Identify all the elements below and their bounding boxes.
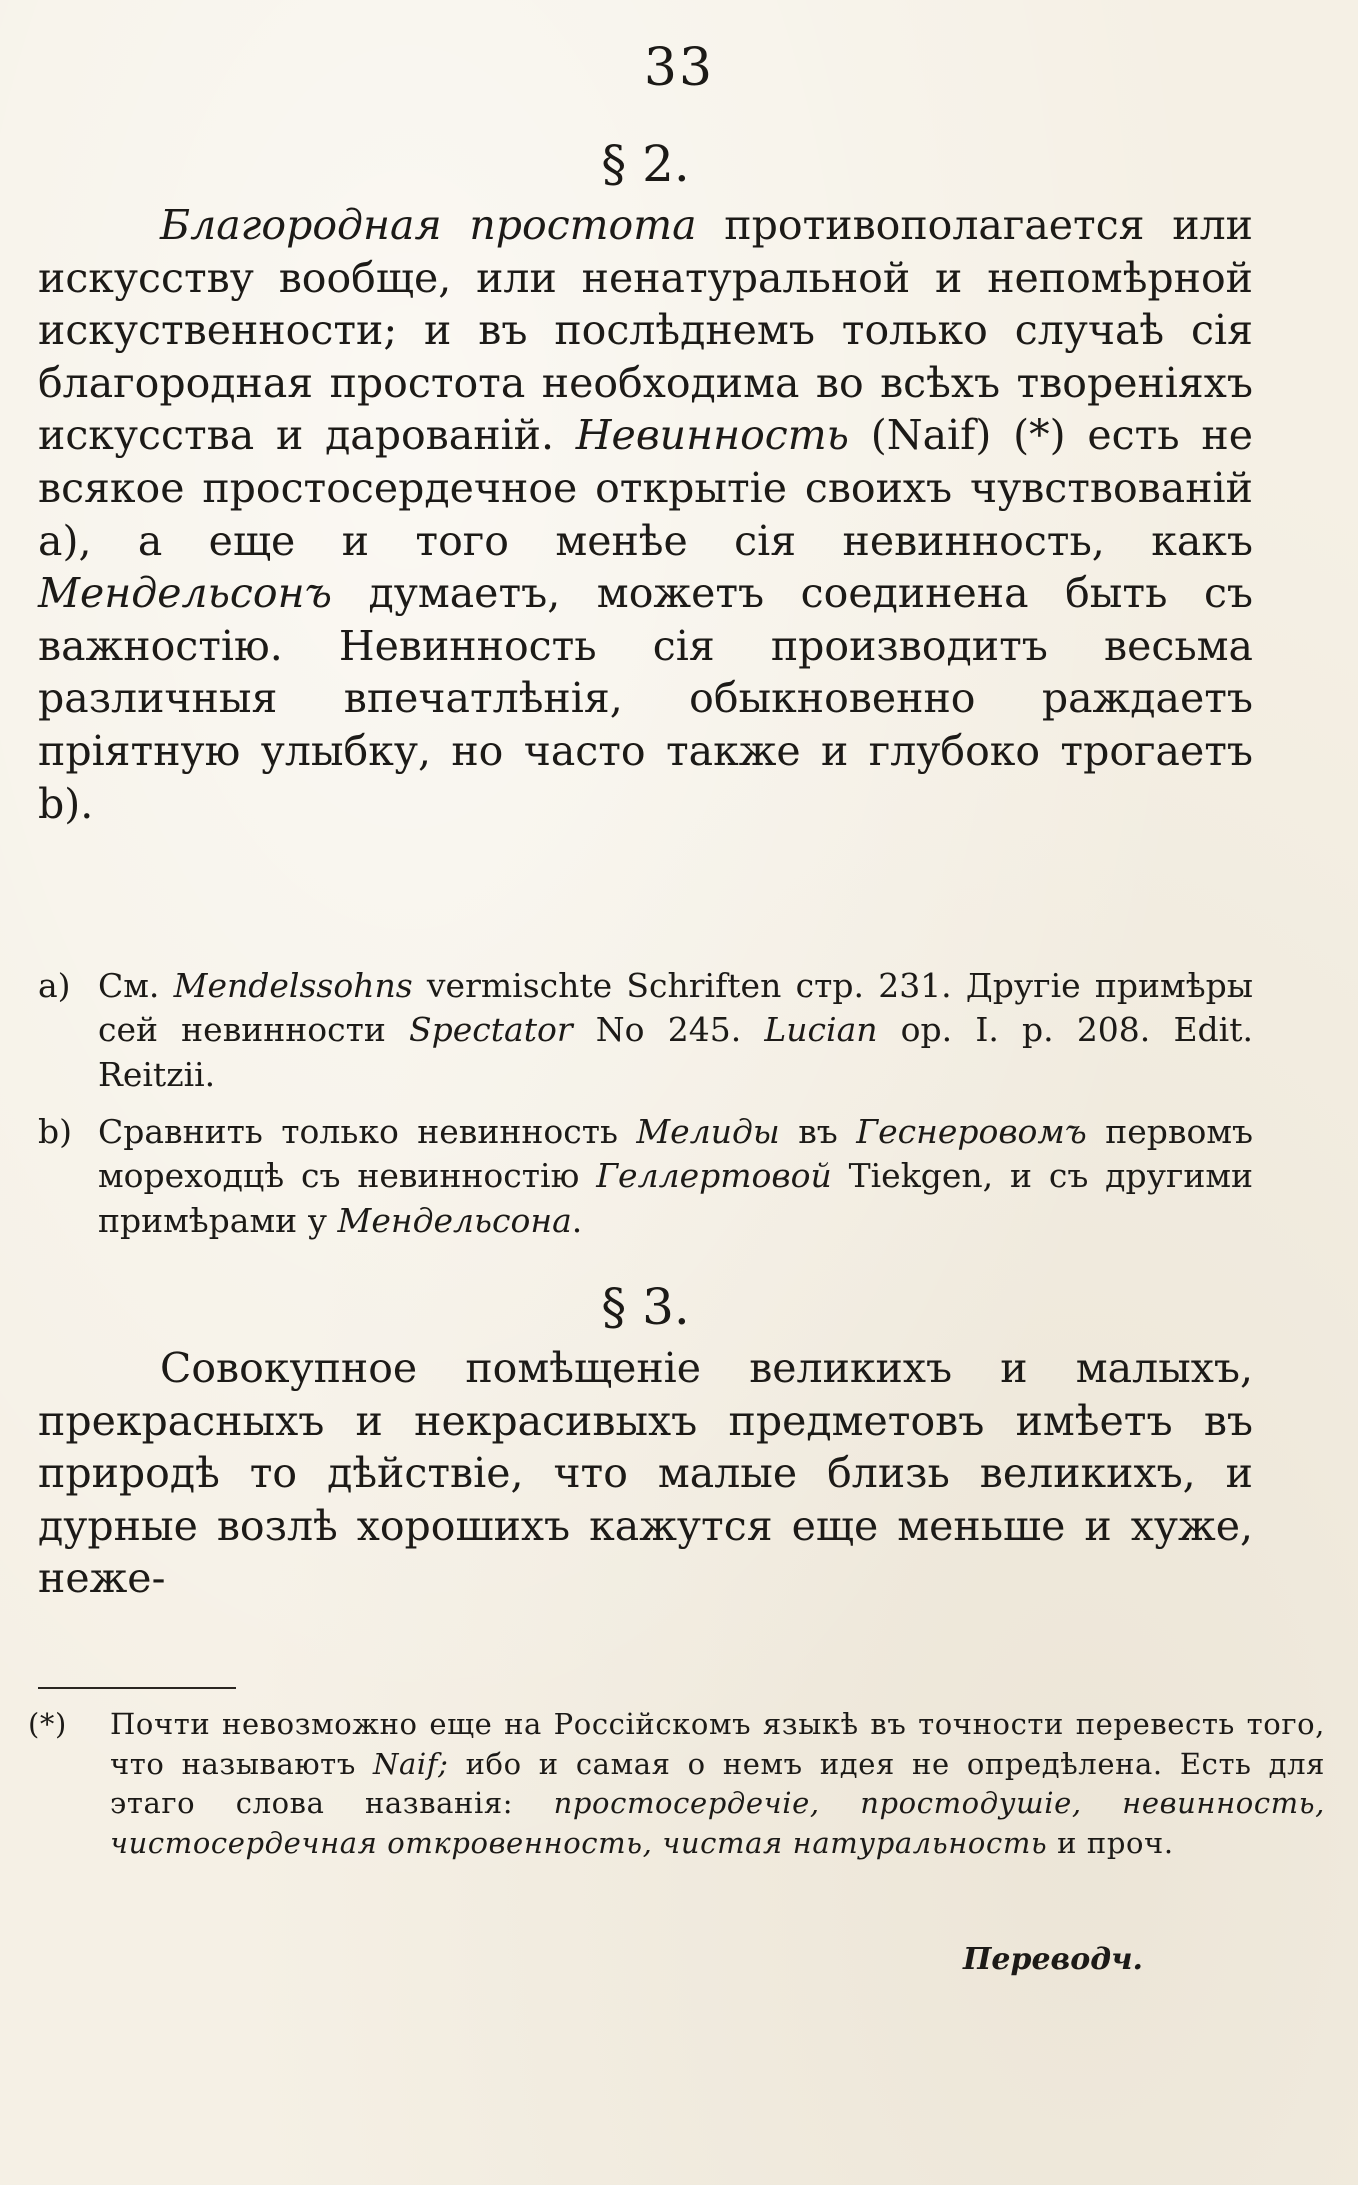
note-text-fragment: Сравнить только невинность — [98, 1112, 637, 1151]
footnote-marker: (*) — [28, 1707, 67, 1741]
note-emphasis: Мендельсона — [337, 1200, 572, 1240]
note-b — [38, 1110, 1253, 1243]
note-emphasis: Lucian — [764, 1010, 878, 1050]
body-text-fragment: противополагается или искусству вообще, или ненатуральной и непомѣрной искуственности; и въ послѣднемъ только случаѣ сія благородная простота необходима во всѣхъ твореніяхъ искусства и дарованій. — [38, 201, 1253, 460]
emphasis-noble-simplicity: Благородная простота — [160, 201, 697, 249]
note-text-fragment: op. I. p. 208. Edit. Reitzii. — [98, 1010, 1253, 1094]
footnote-emphasis: Naif; — [373, 1746, 449, 1781]
footnote-text-fragment: ибо и самая о немъ идея не опредѣлена. Есть для этаго слова названія: — [110, 1746, 1325, 1820]
translator-signature: Переводч. — [963, 1942, 1143, 1977]
section-3 — [38, 1278, 1253, 1336]
footnote-text-fragment: и проч. — [1047, 1825, 1174, 1860]
page-number: 33 — [643, 38, 715, 98]
note-text-fragment: Tiekgen, и съ другими примѣрами у — [98, 1156, 1253, 1240]
note-emphasis: Мелиды — [636, 1112, 780, 1151]
note-a-text — [38, 964, 1253, 1097]
footnote-emphasis: простосердечіе, простодушіе, невинность, чистосердечная откровенность, чистая натуральность — [110, 1786, 1325, 1860]
body-text-fragment: (Naif) (*) есть не всякое простосердечное открытіе своихъ чувствованій a), а еще и того менѣе сія невинность, какъ — [38, 411, 1253, 565]
note-text-fragment: въ — [779, 1112, 857, 1151]
footnote — [28, 1705, 1325, 1863]
emphasis-mendelssohn: Мендельсонъ — [38, 569, 332, 618]
section-2-body-text — [38, 199, 1253, 830]
note-emphasis: Mendelssohns — [173, 966, 413, 1005]
note-text-fragment: См. — [98, 966, 174, 1005]
note-b-text — [38, 1110, 1253, 1243]
emphasis-naivete: Невинность — [575, 411, 849, 460]
footnote-divider — [38, 1687, 236, 1689]
footnote-text-fragment: Почти невозможно еще на Россійскомъ языкѣ въ точности перевесть того, что называютъ — [110, 1707, 1325, 1781]
note-a-marker: a) — [38, 966, 71, 1005]
note-text-fragment: первомъ мореходцѣ съ невинностію — [98, 1112, 1253, 1196]
section-2 — [38, 135, 1253, 193]
section-2-heading: § 2. — [601, 135, 690, 193]
section-3-body-text — [38, 1342, 1253, 1605]
note-emphasis: Геснеровомъ — [856, 1112, 1087, 1151]
note-text-fragment: No 245. — [572, 1010, 765, 1050]
note-text-fragment: vermischte Schriften стр. 231. Другіе примѣры сей невинности — [98, 966, 1253, 1050]
note-emphasis: Spectator — [409, 1010, 573, 1050]
note-text-fragment: . — [571, 1200, 583, 1240]
note-emphasis: Геллертовой — [596, 1156, 832, 1196]
body-text-fragment: Совокупное помѣщеніе великихъ и малыхъ, прекрасныхъ и некрасивыхъ предметовъ имѣетъ въ природѣ то дѣйствіе, что малые близь великихъ, и дурные возлѣ хорошихъ кажутся еще меньше и хуже, неже- — [38, 1344, 1253, 1603]
section-3-paragraph — [38, 1342, 1253, 1605]
note-b-marker: b) — [38, 1112, 72, 1151]
section-3-heading: § 3. — [601, 1278, 690, 1336]
body-text-fragment: думаетъ, можетъ соединена быть съ важностію. Невинность сія производитъ весьма различныя впечатлѣнія, обыкновенно раждаетъ пріятную улыбку, но часто также и глубоко трогаетъ b). — [38, 569, 1253, 828]
note-a — [38, 964, 1253, 1097]
section-2-paragraph — [38, 199, 1253, 830]
